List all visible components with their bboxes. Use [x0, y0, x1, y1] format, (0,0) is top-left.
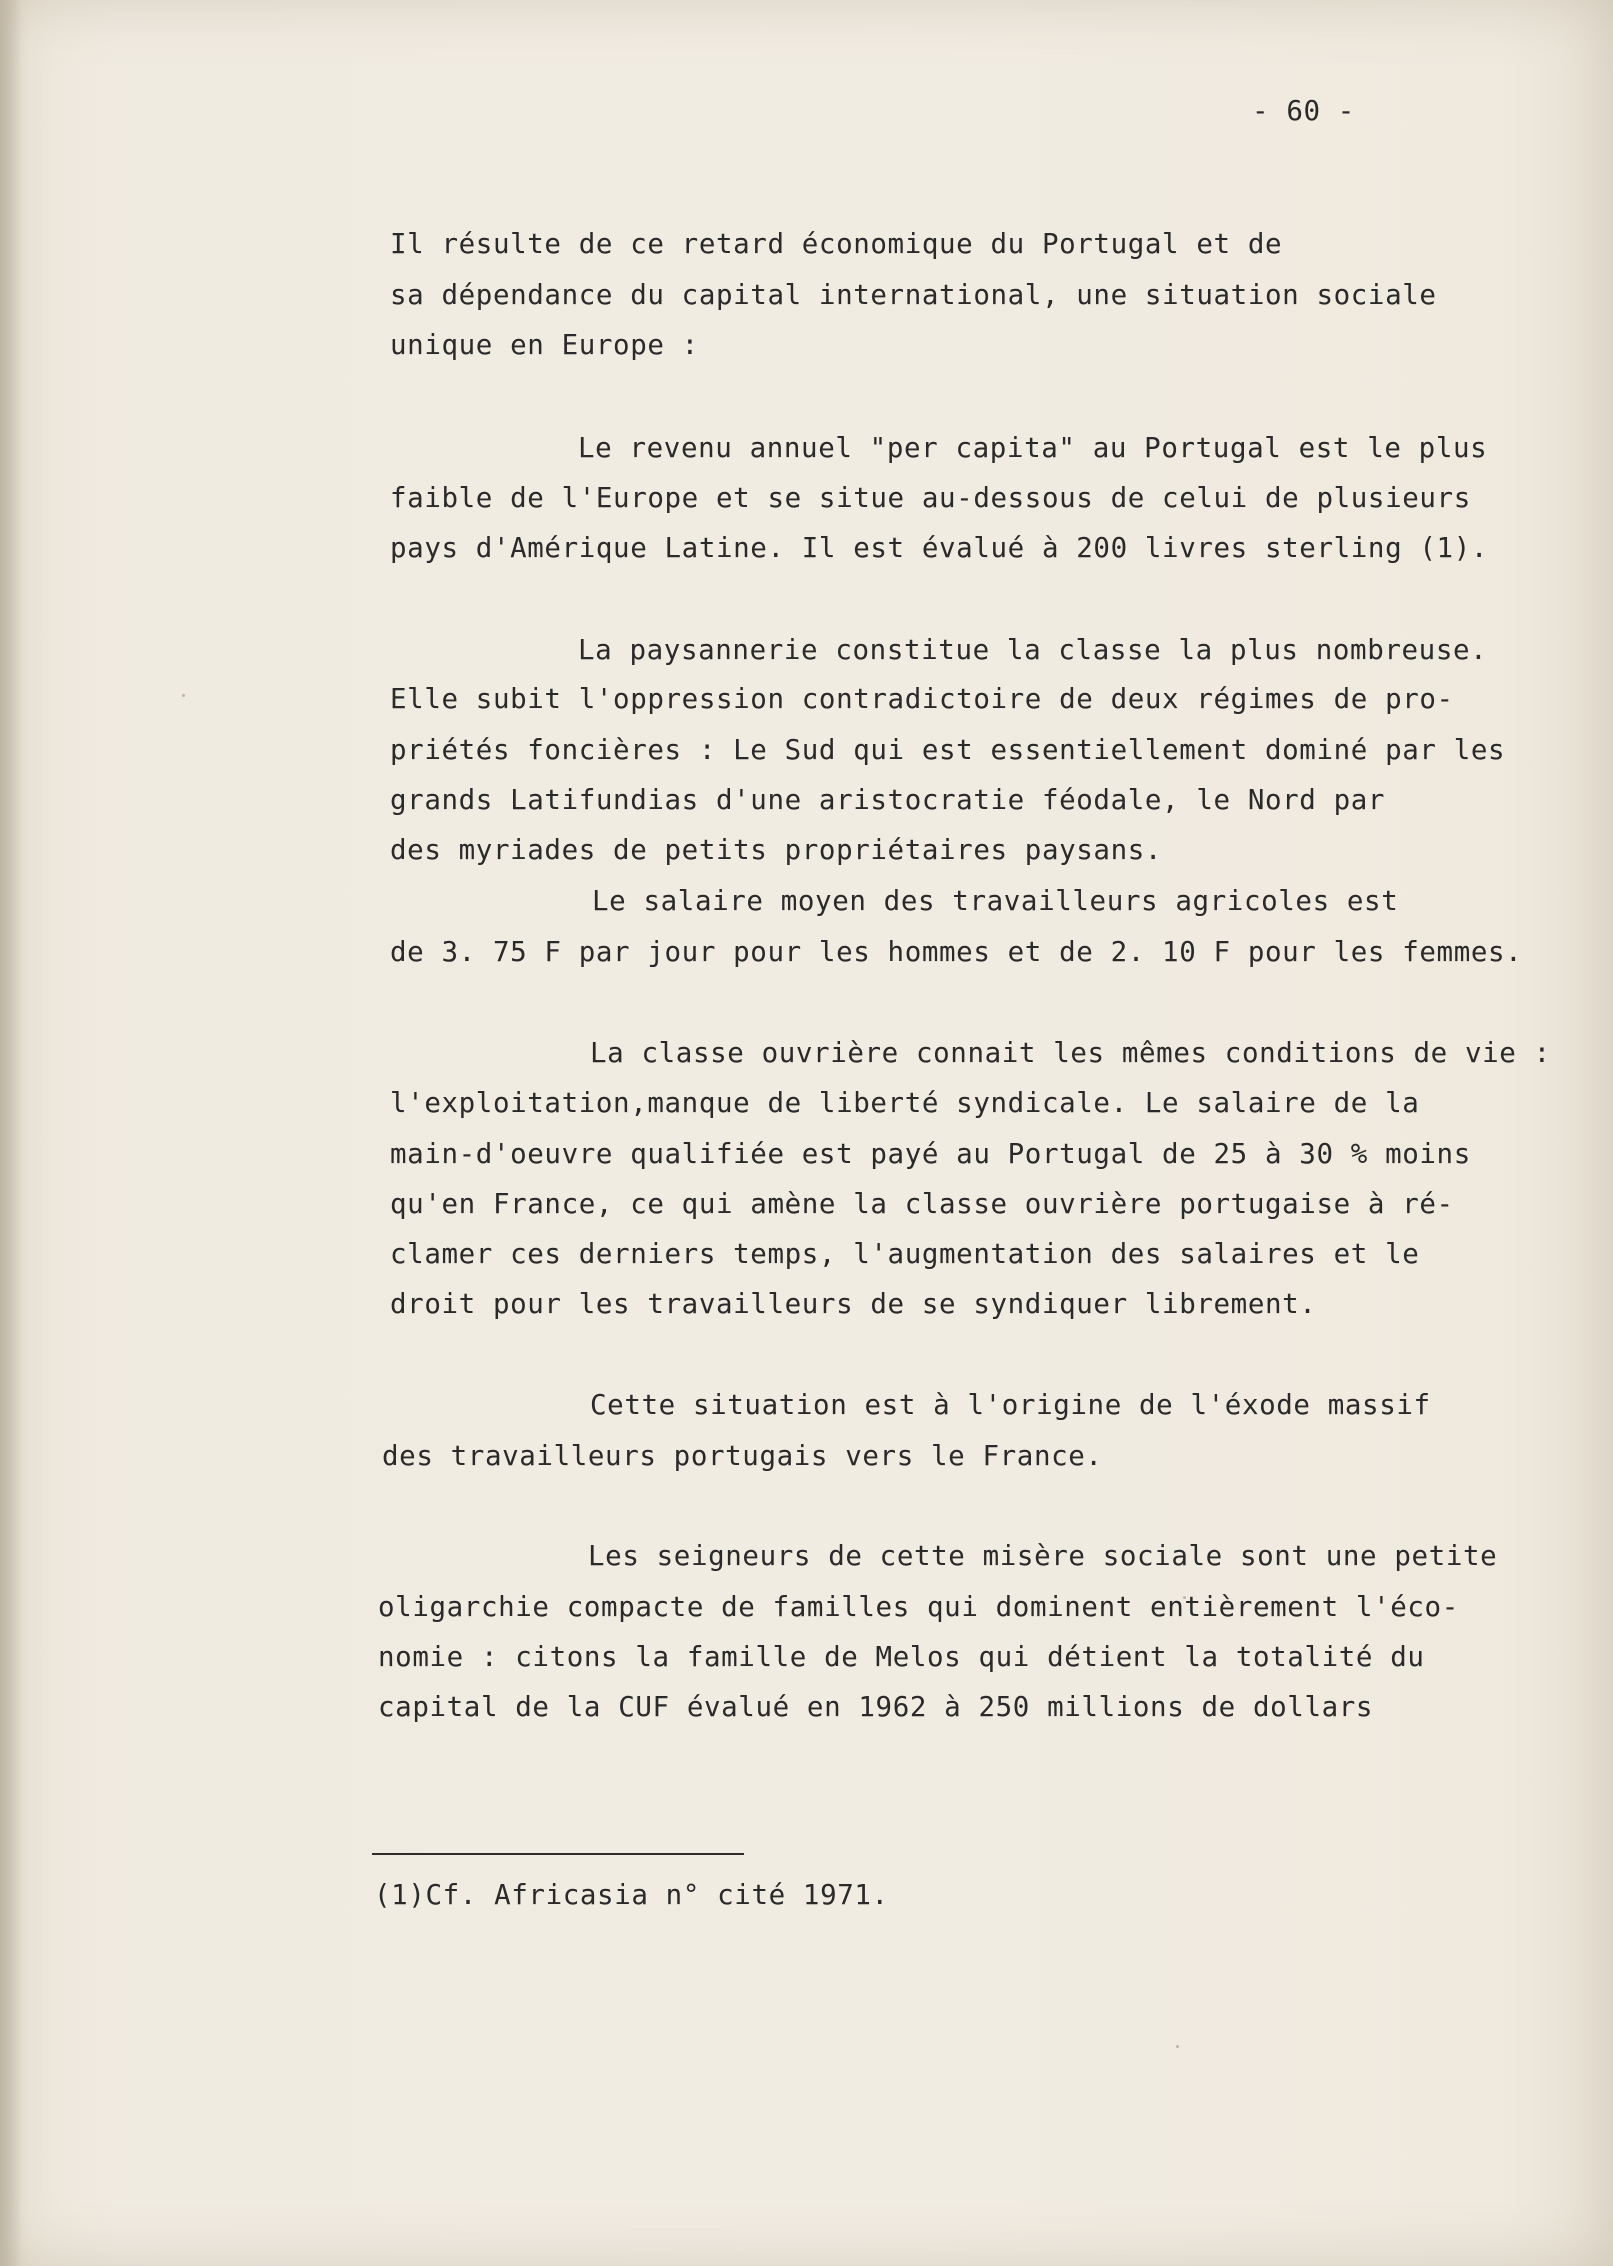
- paragraph-3-line-6: Le salaire moyen des travailleurs agricoles est: [592, 885, 1399, 917]
- paragraph-2-line-2: faible de l'Europe et se situe au-dessous de celui de plusieurs: [390, 482, 1471, 514]
- paragraph-3-line-1: La paysannerie constitue la classe la plus nombreuse.: [578, 634, 1488, 666]
- paragraph-6-line-2: oligarchie compacte de familles qui dominent entièrement l'éco-: [378, 1591, 1459, 1623]
- paragraph-3-line-5: des myriades de petits propriétaires paysans.: [390, 834, 1163, 866]
- paragraph-4-line-1: La classe ouvrière connait les mêmes conditions de vie :: [590, 1037, 1551, 1069]
- paragraph-5-line-1: Cette situation est à l'origine de l'éxode massif: [590, 1389, 1431, 1421]
- paper-speck: [1183, 1596, 1186, 1599]
- paragraph-2-line-3: pays d'Amérique Latine. Il est évalué à 200 livres sterling (1).: [390, 532, 1489, 564]
- footnote-rule: [372, 1853, 744, 1855]
- paragraph-1-line-1: Il résulte de ce retard économique du Portugal et de: [390, 228, 1283, 260]
- paragraph-1-line-2: sa dépendance du capital international, une situation sociale: [390, 279, 1437, 311]
- paragraph-4-line-2: l'exploitation,manque de liberté syndicale. Le salaire de la: [390, 1087, 1420, 1119]
- footnote: (1)Cf. Africasia n° cité 1971.: [374, 1879, 889, 1911]
- paragraph-2-line-1: Le revenu annuel "per capita" au Portugal est le plus: [578, 432, 1488, 464]
- page-edge-shadow: [0, 0, 22, 2266]
- paper-speck: [1176, 2045, 1179, 2048]
- paragraph-6-line-3: nomie : citons la famille de Melos qui détient la totalité du: [378, 1641, 1425, 1673]
- paragraph-4-line-3: main-d'oeuvre qualifiée est payé au Portugal de 25 à 30 % moins: [390, 1138, 1471, 1170]
- paragraph-3-line-2: Elle subit l'oppression contradictoire de deux régimes de pro-: [390, 683, 1454, 715]
- paragraph-4-line-6: droit pour les travailleurs de se syndiquer librement.: [390, 1288, 1317, 1320]
- paragraph-4-line-4: qu'en France, ce qui amène la classe ouvrière portugaise à ré-: [390, 1188, 1454, 1220]
- paragraph-5-line-2: des travailleurs portugais vers le France.: [382, 1440, 1103, 1472]
- paragraph-4-line-5: clamer ces derniers temps, l'augmentation des salaires et le: [390, 1238, 1420, 1270]
- paragraph-1-line-3: unique en Europe :: [390, 329, 699, 361]
- paragraph-6-line-4: capital de la CUF évalué en 1962 à 250 millions de dollars: [378, 1691, 1374, 1723]
- paragraph-3-line-7: de 3. 75 F par jour pour les hommes et de 2. 10 F pour les femmes.: [390, 936, 1523, 968]
- paragraph-3-line-3: priétés foncières : Le Sud qui est essentiellement dominé par les: [390, 734, 1506, 766]
- page-number: - 60 -: [1252, 95, 1355, 127]
- paper-speck: [182, 694, 185, 697]
- paragraph-3-line-4: grands Latifundias d'une aristocratie féodale, le Nord par: [390, 784, 1386, 816]
- paragraph-6-line-1: Les seigneurs de cette misère sociale sont une petite: [588, 1540, 1498, 1572]
